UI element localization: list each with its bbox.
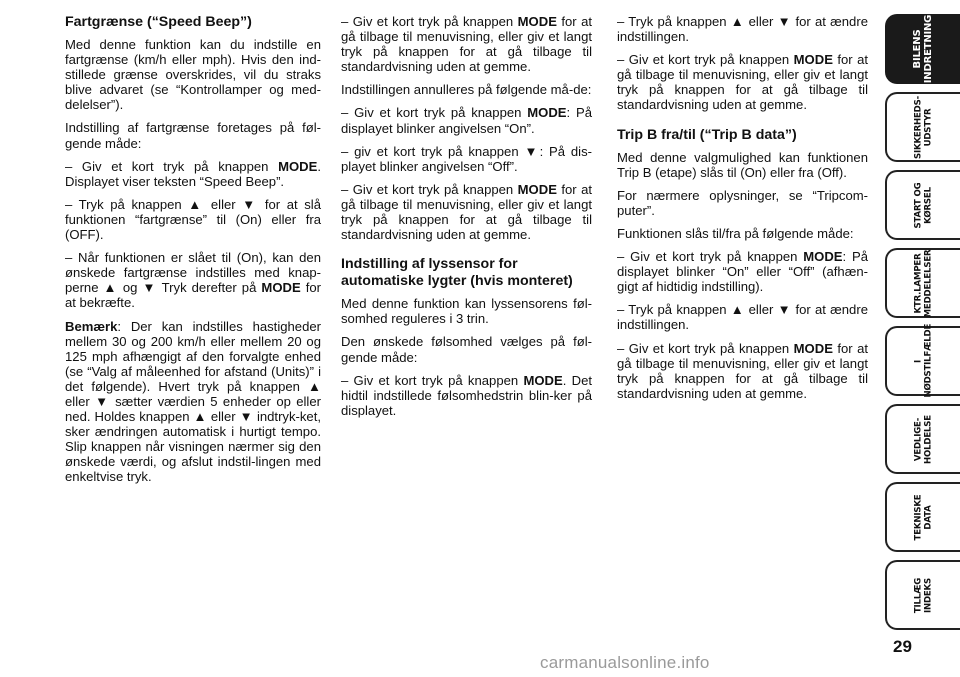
- tab-vedligeholdelse[interactable]: [885, 404, 960, 474]
- paragraph: [65, 159, 321, 189]
- mode-keyword: MODE: [527, 105, 567, 121]
- paragraph: [341, 105, 592, 135]
- tab-tekniske-data[interactable]: [885, 482, 960, 552]
- text: – Giv et kort tryk på knappen: [341, 372, 524, 388]
- paragraph: [341, 14, 592, 74]
- mode-keyword: MODE: [803, 249, 843, 265]
- paragraph: Indstillingen annulleres på følgende må-de:: [341, 82, 592, 98]
- paragraph: – Tryk på knappen ▲ eller ▼ for at slå funktionen “fartgrænse” til (On) eller fra (OFF).: [65, 196, 321, 243]
- paragraph: Indstilling af fartgrænse foretages på føl-gende måde:: [65, 120, 321, 151]
- paragraph: Funktionen slås til/fra på følgende måde:: [617, 225, 854, 241]
- mode-keyword: MODE: [517, 14, 557, 29]
- text-column-1: [65, 14, 321, 493]
- text: for at gå tilbage til menuvisning, eller giv et langt tryk på knappen for at gå tilbage til standardvisning uden at gemme.: [341, 14, 592, 75]
- text: : På displayet blinker “On” eller “Off” (afhæn-gigt af hidtidig indstilling).: [617, 249, 868, 295]
- mode-keyword: MODE: [261, 280, 301, 296]
- text: for at bekræfte.: [65, 280, 321, 311]
- paragraph: [617, 249, 868, 294]
- tab-label: I NØDSTILFÆLDE: [913, 323, 933, 397]
- tab-label: TEKNISKE DATA: [913, 494, 933, 540]
- mode-keyword: MODE: [517, 181, 557, 197]
- section-heading-speed-beep: Fartgrænse (“Speed Beep”): [65, 14, 252, 30]
- paragraph: – giv et kort tryk på knappen ▼: På dis-playet blinker angivelsen “Off”.: [341, 143, 592, 174]
- paragraph: Med denne funktion kan lyssensorens føl-somhed reguleres i 3 trin.: [341, 296, 592, 327]
- text: – Giv et kort tryk på knappen: [341, 181, 518, 197]
- tab-nodstilfaelde[interactable]: [885, 323, 960, 397]
- text: for at gå tilbage til menuvisning, eller giv et langt tryk på knappen for at gå tilbage til standardvisning uden at gemme.: [617, 52, 868, 113]
- mode-keyword: MODE: [278, 158, 318, 174]
- text: . Det hidtil indstillede følsomhedstrin blin-ker på displayet.: [341, 372, 592, 418]
- paragraph: – Tryk på knappen ▲ eller ▼ for at ændre indstillingen.: [617, 14, 868, 45]
- text: : Der kan indstilles hastigheder mellem 30 og 200 km/h eller mellem 20 og 125 mph afhængigt af den forvalgte enhed (se “Valg af måleenhed for afstand (Units)” i det følgende). Hvert tryk på knappen ▲ eller ▼ sætter værdien 5 enheder op eller ned. Holdes knappen ▲ eller ▼ indtryk-ket, sker ændringen automatisk i hurtigt tempo. Slip knappen når visningen nærmer sig den ønskede værdi, og afslut indstil-lingen med enkeltvise tryk.: [65, 318, 321, 485]
- paragraph: [617, 52, 868, 112]
- paragraph: [617, 341, 868, 401]
- tab-label: START OG KØRSEL: [913, 182, 933, 228]
- tab-start-og-korsel[interactable]: [885, 170, 960, 240]
- text: – Giv et kort tryk på knappen: [617, 340, 794, 356]
- tab-sikkerhedsudstyr[interactable]: [885, 92, 960, 162]
- tab-label: TILLÆG INDEKS: [913, 577, 933, 613]
- paragraph: For nærmere oplysninger, se “Tripcom-puter”.: [617, 187, 868, 218]
- text: : På displayet blinker angivelsen “On”.: [341, 105, 592, 136]
- page-number: 29: [893, 637, 912, 656]
- paragraph: Med denne funktion kan du indstille en fartgrænse (km/h eller mph). Hvis den ind-stillede grænse overskrides, vil du straks blive advaret (se “Kontrollamper og med-delelser”).: [65, 37, 321, 113]
- tab-label: VEDLIGE- HOLDELSE: [913, 414, 933, 464]
- watermark: carmanualsonline.info: [540, 653, 710, 672]
- section-heading-trip-b: Trip B fra/til (“Trip B data”): [617, 126, 797, 143]
- text-column-2: [341, 14, 592, 426]
- mode-keyword: MODE: [523, 372, 563, 388]
- tab-tillaeg-indeks[interactable]: [885, 560, 960, 630]
- paragraph: [65, 250, 321, 310]
- tab-label: SIKKERHEDS- UDSTYR: [913, 95, 933, 159]
- tab-bilens-indretning[interactable]: [885, 14, 960, 84]
- note-label: Bemærk: [65, 318, 118, 334]
- text: – Giv et kort tryk på knappen: [617, 249, 804, 265]
- tab-ktr-lamper[interactable]: [885, 248, 960, 318]
- mode-keyword: MODE: [793, 52, 833, 68]
- text: for at gå tilbage til menuvisning, eller giv et langt tryk på knappen for at gå tilbage til standardvisning uden at gemme.: [341, 181, 592, 243]
- text: – Når funktionen er slået til (On), kan den ønskede fartgrænse indstilles med knap-perne ▲ og ▼ Tryk derefter på: [65, 250, 321, 296]
- note-paragraph: [65, 319, 321, 485]
- section-heading-light-sensor: Indstilling af lyssensor for automatiske lygter (hvis monteret): [341, 256, 573, 290]
- tab-label: KTR.LAMPER MEDDELELSER: [913, 249, 933, 317]
- text: . Displayet viser teksten “Speed Beep”.: [65, 158, 321, 189]
- paragraph: – Tryk på knappen ▲ eller ▼ for at ændre indstillingen.: [617, 302, 868, 333]
- text-column-3: [617, 14, 868, 409]
- paragraph: Med denne valgmulighed kan funktionen Trip B (etape) slås til (On) eller fra (Off).: [617, 149, 868, 180]
- text: – Giv et kort tryk på knappen: [341, 105, 528, 121]
- paragraph: [341, 182, 592, 242]
- text: – Giv et kort tryk på knappen: [65, 158, 279, 174]
- paragraph: [341, 373, 592, 418]
- text: for at gå tilbage til menuvisning, eller giv et langt tryk på knappen for at gå tilbage til standardvisning uden at gemme.: [617, 340, 868, 401]
- tab-label: BILENS INDRETNING: [911, 14, 934, 84]
- text: – Giv et kort tryk på knappen: [617, 52, 794, 68]
- mode-keyword: MODE: [793, 340, 833, 356]
- text: – Giv et kort tryk på knappen: [341, 14, 518, 29]
- paragraph: Den ønskede følsomhed vælges på føl-gende måde:: [341, 334, 592, 365]
